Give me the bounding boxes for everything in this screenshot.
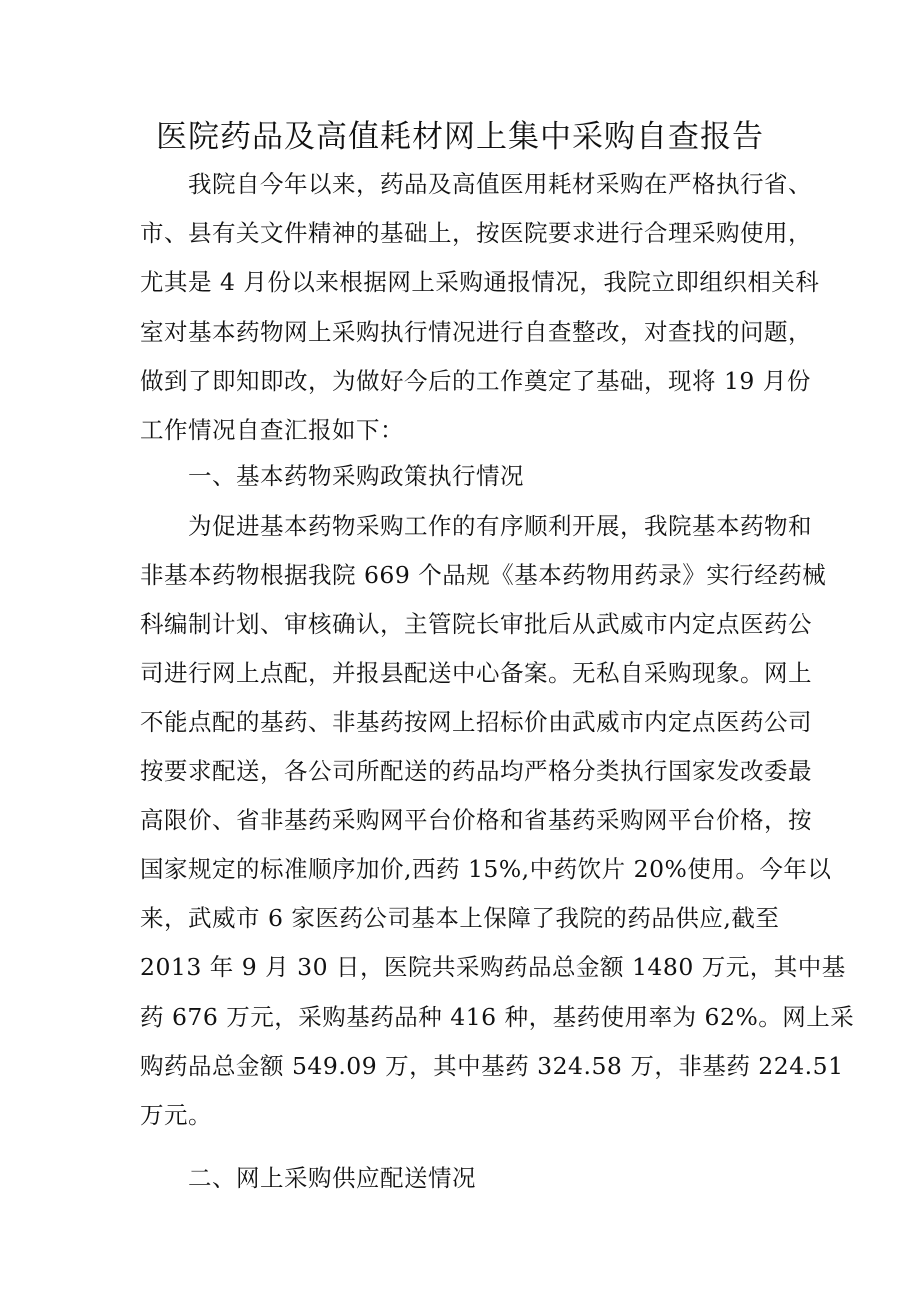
paragraph-line: 尤其是 4 月份以来根据网上采购通报情况，我院立即组织相关科 [140, 268, 820, 296]
paragraph-line: 药 676 万元，采购基药品种 416 种，基药使用率为 62%。网上采 [140, 1003, 855, 1031]
paragraph-line: 我院自今年以来，药品及高值医用耗材采购在严格执行省、 [188, 170, 812, 198]
paragraph-line: 按要求配送，各公司所配送的药品均严格分类执行国家发改委最 [140, 757, 812, 785]
paragraph-line: 工作情况自查汇报如下： [140, 416, 404, 444]
paragraph-line: 非基本药物根据我院 669 个品规《基本药物用药录》实行经药械 [140, 561, 827, 589]
paragraph-line: 做到了即知即改，为做好今后的工作奠定了基础，现将 19 月份 [140, 367, 811, 395]
paragraph-line: 为促进基本药物采购工作的有序顺利开展，我院基本药物和 [188, 512, 812, 540]
paragraph-line: 市、县有关文件精神的基础上，按医院要求进行合理采购使用， [140, 219, 812, 247]
paragraph-line: 科编制计划、审核确认，主管院长审批后从武威市内定点医药公 [140, 610, 812, 638]
paragraph-line: 高限价、省非基药采购网平台价格和省基药采购网平台价格，按 [140, 806, 812, 834]
paragraph-line: 室对基本药物网上采购执行情况进行自查整改，对查找的问题， [140, 318, 812, 346]
paragraph-line: 购药品总金额 549.09 万，其中基药 324.58 万，非基药 224.51 [140, 1052, 844, 1080]
paragraph-line: 2013 年 9 月 30 日，医院共采购药品总金额 1480 万元，其中基 [140, 953, 846, 981]
paragraph-line: 国家规定的标准顺序加价,西药 15%,中药饮片 20%使用。今年以 [140, 855, 832, 883]
document-title: 医院药品及高值耗材网上集中采购自查报告 [156, 119, 764, 155]
paragraph-line: 来，武威市 6 家医药公司基本上保障了我院的药品供应,截至 [140, 904, 780, 932]
section-heading: 一、基本药物采购政策执行情况 [188, 462, 524, 490]
paragraph-line: 万元。 [140, 1101, 212, 1129]
paragraph-line: 司进行网上点配，并报县配送中心备案。无私自采购现象。网上 [140, 659, 812, 687]
section-heading: 二、网上采购供应配送情况 [188, 1164, 476, 1192]
paragraph-line: 不能点配的基药、非基药按网上招标价由武威市内定点医药公司 [140, 708, 812, 736]
